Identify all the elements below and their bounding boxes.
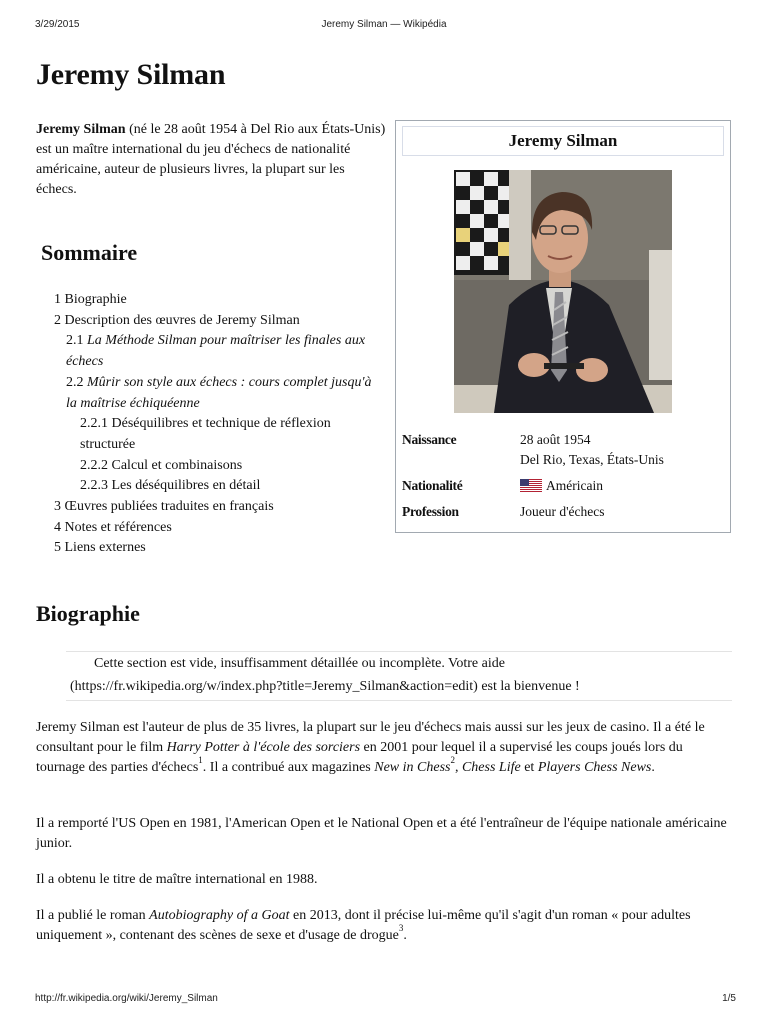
- ref-2[interactable]: 2: [450, 755, 455, 765]
- notice-edit-link[interactable]: (https://fr.wikipedia.org/w/index.php?title=Jeremy_Silman&action=edit) est la bienvenue !: [70, 679, 580, 694]
- infobox-title: Jeremy Silman: [402, 126, 724, 156]
- toc-item-desequilibres-technique[interactable]: 2.2.1 Déséquilibres et technique de réflexion structurée: [80, 416, 331, 452]
- birth-place: Del Rio, Texas, États-Unis: [520, 452, 664, 467]
- infobox: [395, 120, 731, 533]
- magazine-chess-life[interactable]: Chess Life: [461, 760, 521, 775]
- us-flag-icon: [520, 479, 542, 492]
- bio-paragraph-4: Il a publié le roman Autobiography of a Goat en 2013, dont il précise lui-même qu'il s'agit d'un roman « pour adultes uniquement », contenant des scènes de sexe et d'usage de drogue$^3$.: [36, 908, 691, 943]
- magazine-new-in-chess[interactable]: New in Chess: [374, 760, 451, 775]
- toc-item-biographie[interactable]: 1 Biographie: [54, 292, 127, 307]
- birth-date: 28 août 1954: [520, 432, 591, 447]
- toc-item-liens[interactable]: 5 Liens externes: [54, 540, 146, 556]
- section-title-biographie: Biographie: [36, 601, 140, 626]
- print-title: Jeremy Silman — Wikipédia: [321, 19, 447, 30]
- infobox-value-nationalite: [520, 476, 730, 496]
- toc-item-methode-silman[interactable]: 2.1 La Méthode Silman pour maîtriser les finales aux échecs: [66, 333, 366, 370]
- toc-item-oeuvres[interactable]: 3 Œuvres publiées traduites en français: [54, 499, 274, 515]
- infobox-label-naissance: Naissance: [402, 432, 457, 447]
- print-footer: [0, 993, 768, 1007]
- profession: Joueur d'échecs: [520, 504, 605, 519]
- print-url: http://fr.wikipedia.org/wiki/Jeremy_Silman: [35, 993, 218, 1004]
- toc-item-desequilibres-detail[interactable]: 2.2.3 Les déséquilibres en détail: [80, 478, 261, 494]
- toc-title: Sommaire: [41, 240, 138, 265]
- print-page-number: 1/5: [722, 993, 736, 1004]
- infobox-label-nationalite: Nationalité: [402, 478, 463, 493]
- print-header: [0, 19, 768, 33]
- infobox-value-naissance: [520, 430, 730, 470]
- notice-line-1: Cette section est vide, insuffisamment détaillée ou incomplète. Votre aide: [94, 656, 505, 671]
- toc-item-notes[interactable]: 4 Notes et références: [54, 519, 172, 535]
- bio-paragraph-2: Il a remporté l'US Open en 1981, l'American Open et le National Open et a été l'entraîneur de l'équipe nationale américaine junior.: [36, 816, 727, 851]
- nationality: Américain: [546, 478, 603, 493]
- page-title: Jeremy Silman: [36, 58, 226, 91]
- bio-paragraph-3: Il a obtenu le titre de maître international en 1988.: [36, 872, 318, 887]
- intro-text: (né le 28 août 1954 à Del Rio aux États-Unis) est un maître international du jeu d'échecs de nationalité américaine, auteur de plusieurs livres, la plupart sur les échecs.: [36, 122, 386, 197]
- novel-title: Autobiography of a Goat: [149, 908, 290, 923]
- bio-paragraph-1: Jeremy Silman est l'auteur de plus de 35 livres, la plupart sur le jeu d'échecs mais aussi sur les jeux de casino. Il a été le consultant pour le film Harry Potter à l'école des sorciers en 2001 pour lequel il a supervisé les coups joués lors du tournage des parties d'échecs$^1$. Il a contribué aux magazines New in Chess$^2$, Chess Life et Players Chess News.: [36, 720, 705, 775]
- table-of-contents: [54, 290, 384, 559]
- incomplete-section-notice: [66, 651, 732, 701]
- portrait-photo: [454, 170, 672, 413]
- ref-3[interactable]: 3: [398, 923, 404, 933]
- ref-1[interactable]: 1: [198, 755, 203, 765]
- intro-paragraph: [36, 120, 386, 200]
- toc-item-calcul[interactable]: 2.2.2 Calcul et combinaisons: [80, 457, 243, 473]
- toc-item-description[interactable]: 2 Description des œuvres de Jeremy Silman: [54, 312, 300, 328]
- intro-name: Jeremy Silman: [36, 122, 126, 137]
- infobox-label-profession: Profession: [402, 504, 459, 519]
- magazine-players-chess-news[interactable]: Players Chess News: [537, 760, 652, 775]
- film-title[interactable]: Harry Potter à l'école des sorciers: [166, 740, 361, 755]
- print-date: 3/29/2015: [35, 19, 80, 30]
- toc-item-murir-son-style[interactable]: 2.2 Mûrir son style aux échecs : cours complet jusqu'à la maîtrise échiquéenne: [66, 374, 372, 411]
